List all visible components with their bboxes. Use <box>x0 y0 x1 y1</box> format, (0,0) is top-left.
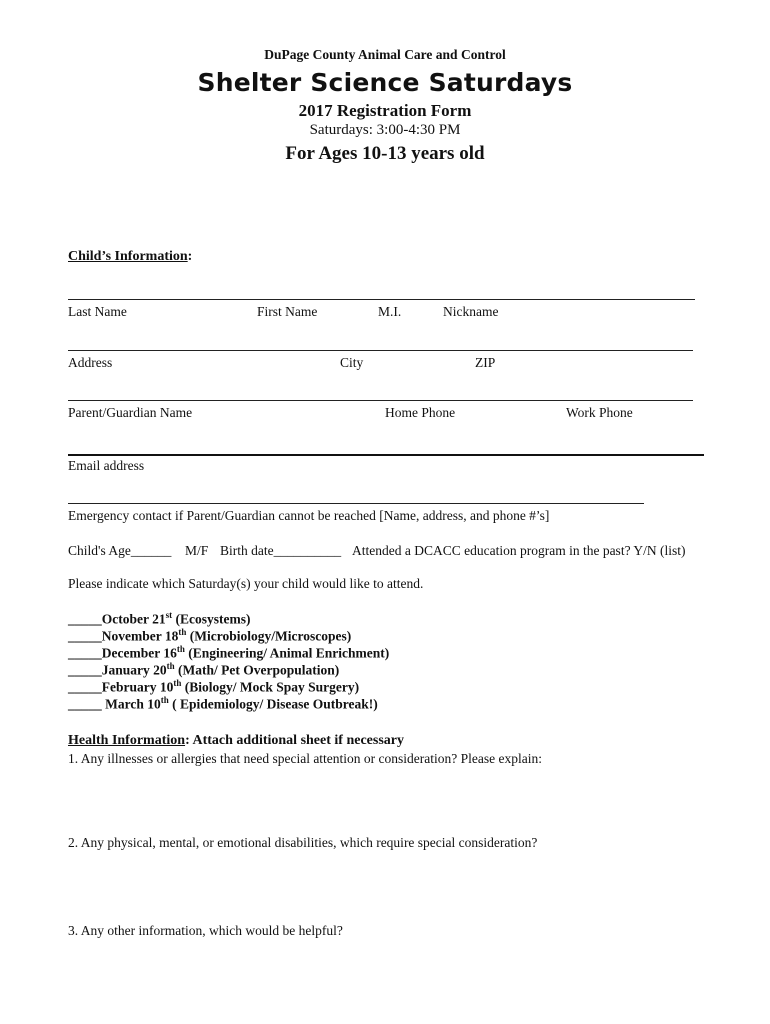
session-option[interactable] <box>68 627 351 645</box>
name-row-line[interactable] <box>68 299 695 300</box>
session-blank[interactable]: _____ <box>68 679 102 695</box>
child-info-heading-text: Child’s Information <box>68 249 188 264</box>
session-option[interactable] <box>68 695 378 713</box>
address-row-line[interactable] <box>68 350 693 351</box>
session-option[interactable] <box>68 678 359 696</box>
health-info-heading-note: : Attach additional sheet if necessary <box>185 733 404 748</box>
session-ordinal: th <box>160 695 169 705</box>
session-option[interactable] <box>68 661 339 679</box>
session-ordinal: st <box>165 610 173 620</box>
session-topic: (Biology/ Mock Spay Surgery) <box>181 679 360 695</box>
session-date: March 10 <box>105 696 161 712</box>
health-info-heading-text: Health Information <box>68 733 186 748</box>
health-question-1: 1. Any illnesses or allergies that need special attention or consideration? Please explain: <box>68 751 542 766</box>
age-range: For Ages 10-13 years old <box>285 143 485 164</box>
session-option[interactable] <box>68 644 389 662</box>
home-phone-label: Home Phone <box>385 405 456 420</box>
guardian-name-label: Parent/Guardian Name <box>68 405 193 420</box>
session-date: November 18 <box>101 628 179 644</box>
session-date: January 20 <box>101 662 167 678</box>
schedule-text: Saturdays: 3:00-4:30 PM <box>309 122 461 138</box>
session-ordinal: th <box>173 678 182 688</box>
gender-field[interactable]: M/F <box>185 543 209 558</box>
session-ordinal: th <box>178 627 187 637</box>
guardian-row-line[interactable] <box>68 400 693 401</box>
session-option[interactable] <box>68 610 250 628</box>
child-info-heading <box>68 249 192 265</box>
session-topic: (Engineering/ Animal Enrichment) <box>184 645 390 661</box>
session-blank[interactable]: _____ <box>68 696 106 712</box>
saturday-prompt: Please indicate which Saturday(s) your child would like to attend. <box>68 576 424 591</box>
session-ordinal: th <box>166 661 175 671</box>
child-age-field[interactable]: Child's Age______ <box>68 543 172 558</box>
emergency-contact-line[interactable] <box>68 503 644 504</box>
session-topic: ( Epidemiology/ Disease Outbreak!) <box>168 696 378 712</box>
session-blank[interactable]: _____ <box>68 611 102 627</box>
middle-initial-label: M.I. <box>378 304 402 319</box>
child-info-heading-colon: : <box>187 249 193 264</box>
zip-label: ZIP <box>475 355 496 370</box>
session-date: December 16 <box>101 645 177 661</box>
session-blank[interactable]: _____ <box>68 645 102 661</box>
health-info-heading <box>68 733 404 749</box>
session-date: February 10 <box>101 679 174 695</box>
session-blank[interactable]: _____ <box>68 628 102 644</box>
organization-name: DuPage County Animal Care and Control <box>264 47 506 62</box>
nickname-label: Nickname <box>443 304 499 319</box>
last-name-label: Last Name <box>68 304 127 319</box>
health-question-2: 2. Any physical, mental, or emotional disabilities, which require special consideration? <box>68 835 538 850</box>
first-name-label: First Name <box>257 304 318 319</box>
page-title: Shelter Science Saturdays <box>197 68 573 97</box>
form-subtitle: 2017 Registration Form <box>298 101 472 120</box>
city-label: City <box>340 355 364 370</box>
email-top-line <box>68 454 704 456</box>
session-topic: (Math/ Pet Overpopulation) <box>174 662 340 678</box>
email-label: Email address <box>68 458 145 473</box>
emergency-contact-label: Emergency contact if Parent/Guardian cannot be reached [Name, address, and phone #’s] <box>68 508 550 523</box>
session-topic: (Microbiology/Microscopes) <box>186 628 352 644</box>
address-label: Address <box>68 355 113 370</box>
session-ordinal: th <box>176 644 185 654</box>
session-topic: (Ecosystems) <box>172 611 251 627</box>
birth-date-field[interactable]: Birth date__________ <box>220 543 342 558</box>
session-blank[interactable]: _____ <box>68 662 102 678</box>
prior-program-field[interactable]: Attended a DCACC education program in the past? Y/N (list) <box>352 543 686 558</box>
health-question-3: 3. Any other information, which would be helpful? <box>68 923 343 938</box>
work-phone-label: Work Phone <box>566 405 633 420</box>
session-date: October 21 <box>101 611 166 627</box>
